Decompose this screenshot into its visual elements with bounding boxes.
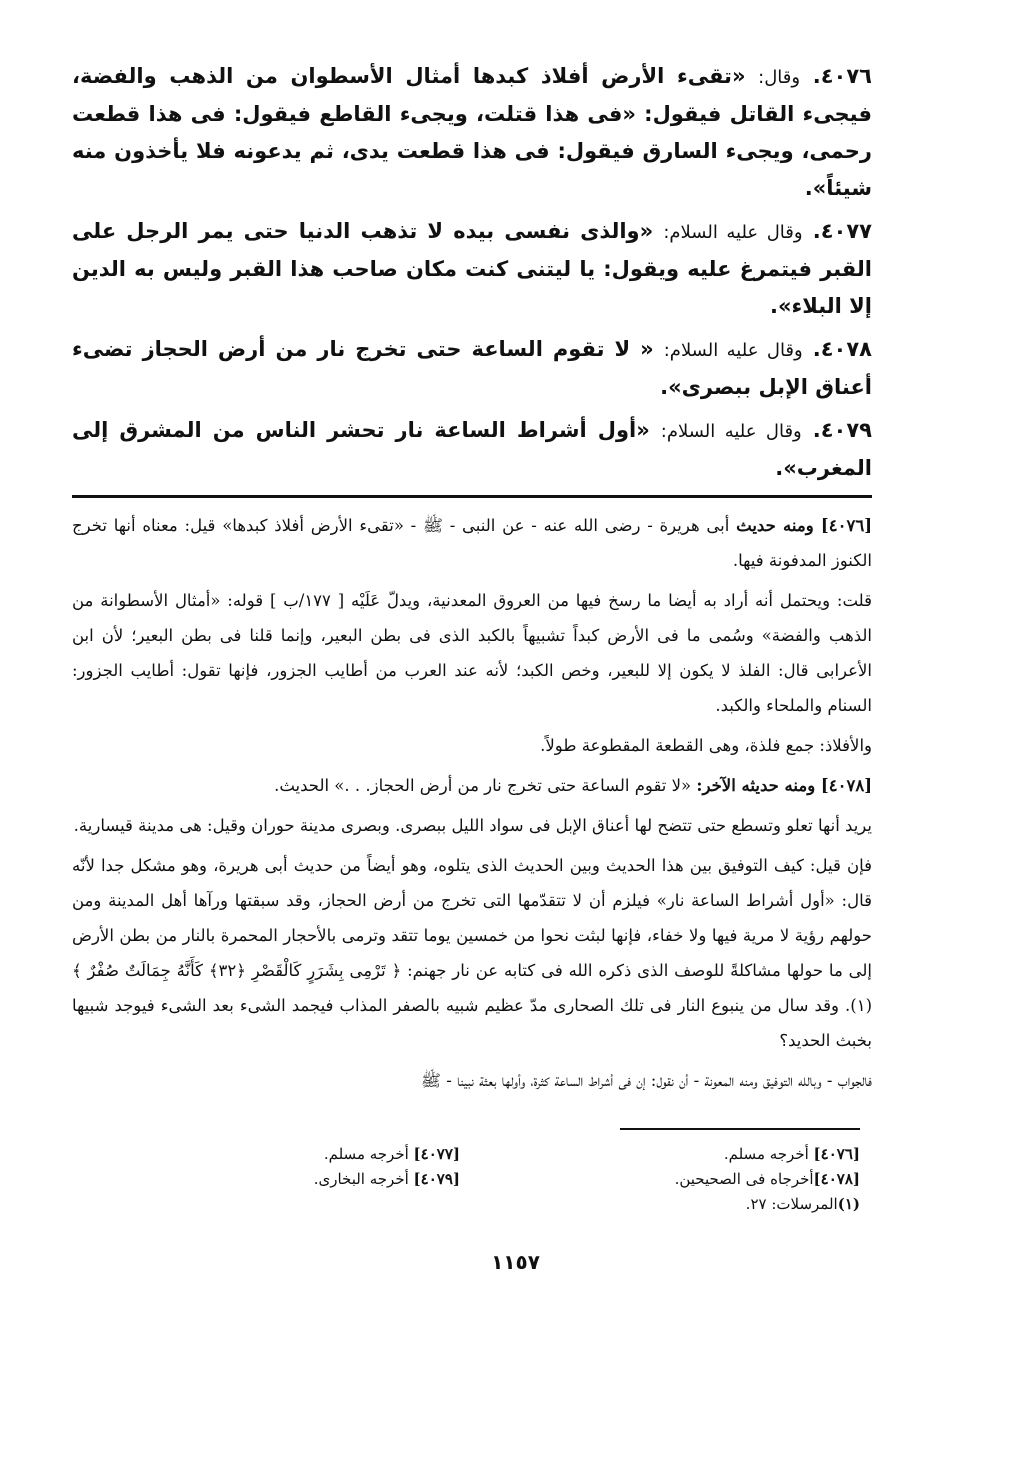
commentary-paragraph: [72, 1063, 872, 1098]
hadith-intro: وقال عليه السلام:: [660, 421, 802, 442]
footnotes-left-column: [160, 1142, 460, 1192]
section-divider: [72, 495, 872, 498]
commentary-paragraph: [72, 583, 872, 723]
hadith-4076: ٤٠٧٦. وقال: «تقىء الأرض أفلاذ كبدها أمثال الأسطوان من الذهب والفضة، فيجىء القاتل فيقول: «فى هذا قتلت، ويجىء القاطع فيقول: فى هذا قطعت رحمى، ويجىء السارق فيقول: فى هذا قطعت يدى، ثم يدعونه فلا يأخذون منه شيئاً».: [72, 64, 872, 200]
hadith-number: ٤٠٧٩: [820, 418, 873, 442]
hadith-number: ٤٠٧٦: [820, 64, 872, 88]
footnote: [560, 1192, 860, 1217]
page-body: [72, 58, 872, 1103]
footnote: [560, 1167, 860, 1192]
hadith-intro: وقال:: [758, 67, 801, 88]
footnote-text: أخرجه مسلم.: [323, 1145, 414, 1163]
commentary-text: فإن قيل: كيف التوفيق بين هذا الحديث وبين الحديث الذى يتلوه، وهو أيضاً من حديث أبى هريرة، وهو مشكل جدا لأنّه قال: «أول أشراط الساعة نار» فيلزم أن لا تتقدّمها التى تخرج من أرض الحجاز، وقد سبقتها ورآها أهل المدينة ومن حولهم رؤية لا مرية فيها ولا خفاء، فإنها لبثت نحوا من خمسين يوما تتقد وترمى بالأحجار المحمرة بالنار من بطن الأرض إلى ما حولها مشاكلةً للوصف الذى ذكره الله فى كتابه عن نار جهنم: ﴿ تَرْمِى بِشَرَرٍ كَالْقَصْرِ ﴿٣٢﴾ كَأَنَّهُ جِمَالَتٌ صُفْرٌ ﴾(١). وقد سال من ينبوع النار فى تلك الصحارى مدّ عظيم شبيه بالصفر المذاب فيجمد الشىء بعد الشىء فيوجد شبيها بخبث الحديد؟: [72, 856, 872, 1050]
hadith-intro: وقال عليه السلام:: [663, 340, 803, 361]
commentary-paragraph: [72, 728, 872, 763]
hadith-4078: ٤٠٧٨. وقال عليه السلام: « لا تقوم الساعة حتى تخرج نار من أرض الحجاز تضىء أعناق الإبل ببصرى».: [72, 337, 873, 399]
footnote-ref: (١): [837, 1195, 860, 1213]
hadith-text: « لا تقوم الساعة حتى تخرج نار من أرض الحجاز تضىء أعناق الإبل ببصرى».: [72, 337, 872, 399]
commentary-ref: [٤٠٧٨] ومنه حديثه الآخر:: [696, 776, 872, 795]
footnote-divider: [620, 1128, 860, 1130]
commentary-text: «لا تقوم الساعة حتى تخرج نار من أرض الحجاز. . .» الحديث.: [274, 776, 697, 795]
footnote-ref: [٤٠٧٩]: [413, 1170, 460, 1188]
hadith-text: «أول أشراط الساعة نار تحشر الناس من المشرق إلى المغرب».: [72, 418, 872, 480]
hadith-number: ٤٠٧٧: [820, 219, 873, 243]
footnote-text: المرسلات: ٢٧.: [745, 1195, 838, 1213]
commentary-ref: [٤٠٧٦] ومنه حديث: [736, 516, 872, 535]
commentary-paragraph: [72, 808, 872, 843]
hadith-4079: ٤٠٧٩. وقال عليه السلام: «أول أشراط الساعة نار تحشر الناس من المشرق إلى المغرب».: [72, 418, 873, 480]
commentary-text: والأفلاذ: جمع فلذة، وهى القطعة المقطوعة طولاً.: [540, 736, 872, 755]
commentary-paragraph: [72, 768, 872, 803]
commentary-text: أبى هريرة - رضى الله عنه - عن النبى - ﷺ - «تقىء الأرض أفلاذ كبدها» قيل: معناه أنها تخرج الكنوز المدفونة فيها.: [72, 516, 872, 570]
commentary-text: قلت: ويحتمل أنه أراد به أيضا ما رسخ فيها من العروق المعدنية، ويدلّ عَلَيْه [ ١٧٧/ب ] قوله: «أمثال الأسطوانة من الذهب والفضة» وسُمى ما فى الأرض كبداً تشبيهاً بالكبد الذى فى بطن البعير، وإنما قلنا فى بطن البعير؛ لأن ابن الأعرابى قال: الفلذ لا يكون إلا للبعير، وخص الكبد؛ لأنه عند العرب من أطايب الجزور، فإنها تقول: أطايب الجزور: السنام والملحاء والكبد.: [72, 591, 872, 715]
footnote-ref: [٤٠٧٧]: [413, 1145, 460, 1163]
commentary-text: يريد أنها تعلو وتسطع حتى تتضح لها أعناق الإبل فى سواد الليل ببصرى. وبصرى مدينة حوران وقيل: هى مدينة قيسارية.: [73, 816, 872, 835]
commentary-text: فالجواب - وبالله التوفيق ومنه المعونة - أن نقول: إن فى أشراط الساعة كثرة، وأولها بعثة نبينا - ﷺ: [421, 1071, 872, 1090]
footnote: [160, 1142, 460, 1167]
hadith-text: «تقىء الأرض أفلاذ كبدها أمثال الأسطوان من الذهب والفضة، فيجىء القاتل فيقول: «فى هذا قتلت، ويجىء القاطع فيقول: فى هذا قطعت رحمى، ويجىء السارق فيقول: فى هذا قطعت يدى، ثم يدعونه فلا يأخذون منه شيئاً».: [72, 64, 872, 200]
commentary-paragraph: [72, 848, 872, 1058]
footnote-ref: [٤٠٧٦]: [813, 1145, 860, 1163]
page-number: ١١٥٧: [491, 1250, 540, 1274]
footnote: [160, 1167, 460, 1192]
hadith-intro: وقال عليه السلام:: [663, 222, 803, 243]
footnotes-right-column: [560, 1142, 860, 1217]
commentary-paragraph: [72, 508, 872, 578]
footnote-ref: [٤٠٧٨]: [813, 1170, 860, 1188]
footnote-text: أخرجاه فى الصحيحين.: [674, 1170, 814, 1188]
footnote: [560, 1142, 860, 1167]
hadith-number: ٤٠٧٨: [820, 337, 873, 361]
hadith-4077: ٤٠٧٧. وقال عليه السلام: «والذى نفسى بيده لا تذهب الدنيا حتى يمر الرجل على القبر فيتمرغ عليه ويقول: يا ليتنى كنت مكان صاحب هذا القبر وليس به الدين إلا البلاء».: [72, 219, 873, 318]
hadith-text: «والذى نفسى بيده لا تذهب الدنيا حتى يمر الرجل على القبر فيتمرغ عليه ويقول: يا ليتنى كنت مكان صاحب هذا القبر وليس به الدين إلا البلاء».: [72, 219, 872, 318]
footnote-text: أخرجه البخارى.: [313, 1170, 414, 1188]
footnote-text: أخرجه مسلم.: [723, 1145, 814, 1163]
